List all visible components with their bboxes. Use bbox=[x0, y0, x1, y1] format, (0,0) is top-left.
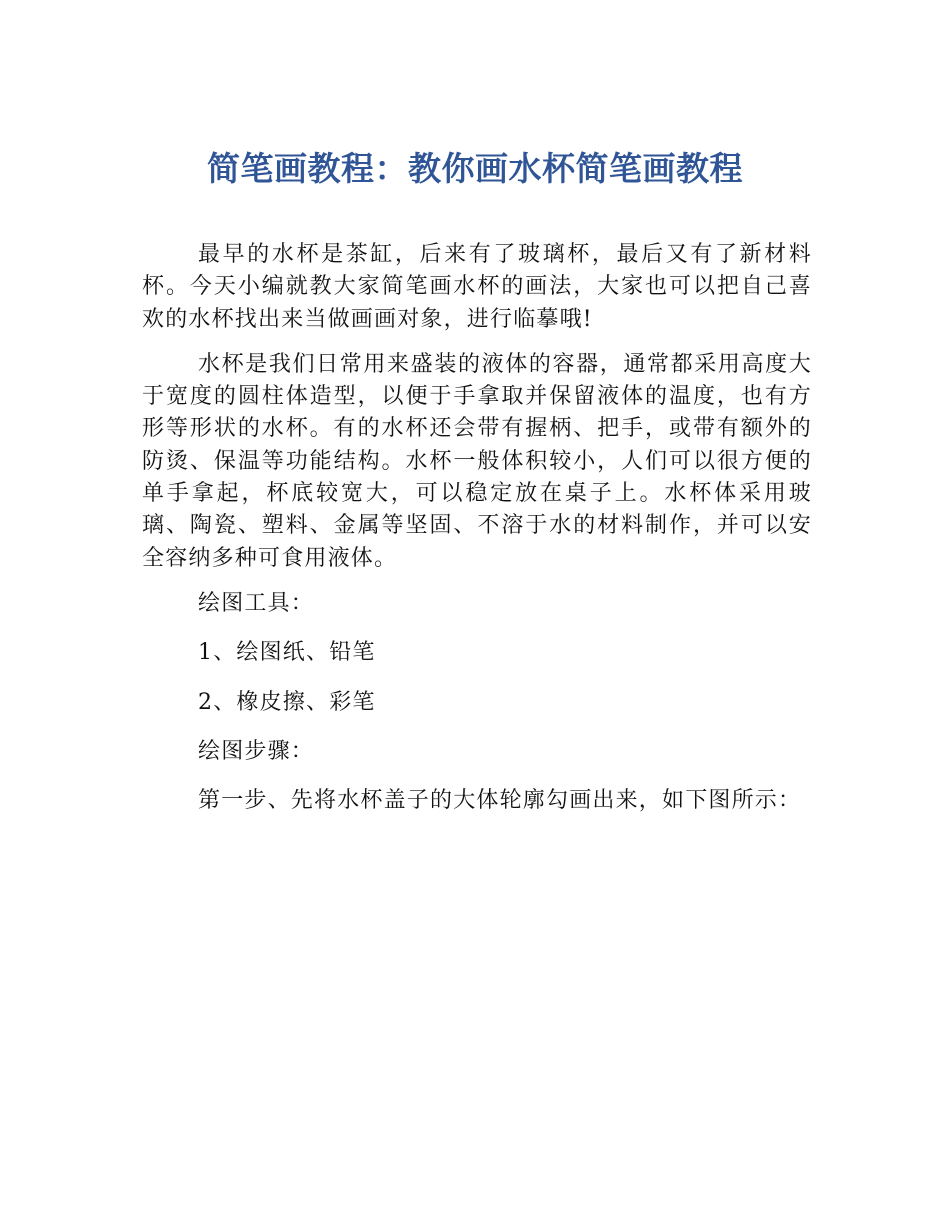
paragraph-steps-heading: 绘图步骤： bbox=[198, 738, 315, 764]
document-body bbox=[142, 239, 812, 830]
paragraph-tool-1: 1、绘图纸、铅笔 bbox=[198, 640, 376, 666]
document-title: 简笔画教程：教你画水杯简笔画教程 bbox=[207, 149, 743, 188]
paragraph-step-1: 第一步、先将水杯盖子的大体轮廓勾画出来，如下图所示： bbox=[198, 788, 802, 814]
paragraph-tool-2: 2、橡皮擦、彩笔 bbox=[198, 689, 376, 715]
paragraph-description: 水杯是我们日常用来盛装的液体的容器，通常都采用高度大于宽度的圆柱体造型，以便于手拿取并保留液体的温度，也有方形等形状的水杯。有的水杯还会带有握柄、把手，或带有额外的防烫、保温等功能结构。水杯一般体积较小，人们可以很方便的单手拿起，杯底较宽大，可以稳定放在桌子上。水杯体采用玻璃、陶瓷、塑料、金属等坚固、不溶于水的材料制作，并可以安全容纳多种可食用液体。 bbox=[142, 351, 812, 571]
paragraph-tools-heading: 绘图工具： bbox=[198, 590, 315, 616]
paragraph-intro: 最早的水杯是茶缸，后来有了玻璃杯，最后又有了新材料杯。今天小编就教大家简笔画水杯的画法，大家也可以把自己喜欢的水杯找出来当做画画对象，进行临摹哦! bbox=[142, 242, 812, 332]
